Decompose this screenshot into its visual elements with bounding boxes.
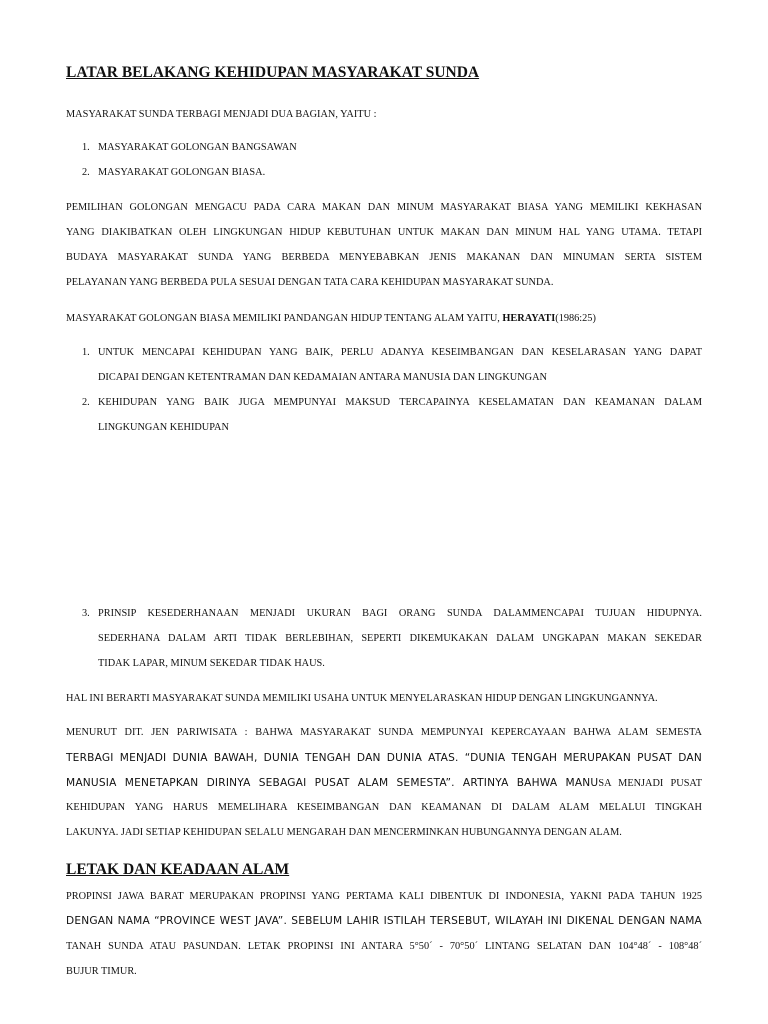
list-item: MASYARAKAT GOLONGAN BIASA.	[98, 167, 266, 178]
list-number: 2.	[82, 167, 90, 178]
paragraph-line: TANAH SUNDA ATAU PASUNDAN. LETAK PROPINSI INI ANTARA 5°50´ - 70°50´ LINTANG SELATAN DAN 104°48´ - 108°48´	[66, 941, 702, 952]
list-number: 2.	[82, 397, 90, 408]
mixed-font-segment: MANUSIA MENETAPKAN DIRINYA SEBAGAI PUSAT ALAM SEMESTA”. ARTINYA BAHWA MANU	[66, 777, 599, 789]
list-number: 1.	[82, 142, 90, 153]
paragraph-line: BUJUR TIMUR.	[66, 966, 137, 977]
paragraph-line: PROPINSI JAWA BARAT MERUPAKAN PROPINSI YANG PERTAMA KALI DIBENTUK DI INDONESIA, YAKNI PADA TAHUN 1925	[66, 891, 702, 902]
paragraph-line: LAKUNYA. JADI SETIAP KEHIDUPAN SELALU MENGARAH DAN MENCERMINKAN HUBUNGANNYA DENGAN ALAM.	[66, 827, 622, 838]
paragraph-line: KEHIDUPAN YANG HARUS MEMELIHARA KESEIMBANGAN DAN KEAMANAN DI DALAM ALAM MELALUI TINGKAH	[66, 802, 702, 813]
paragraph-line: HAL INI BERARTI MASYARAKAT SUNDA MEMILIKI USAHA UNTUK MENYELARASKAN HIDUP DENGAN LINGKUNGANNYA.	[66, 693, 658, 704]
list-number: 1.	[82, 347, 90, 358]
paragraph-line: PEMILIHAN GOLONGAN MENGACU PADA CARA MAKAN DAN MINUM MASYARAKAT BIASA YANG MEMILIKI KEKHASAN	[66, 202, 702, 213]
paragraph-line: PELAYANAN YANG BERBEDA PULA SESUAI DENGAN TATA CARA KEHIDUPAN MASYARAKAT SUNDA.	[66, 277, 554, 288]
paragraph-line-mixed	[66, 776, 702, 791]
paragraph-citation-line	[66, 312, 702, 326]
paragraph-line: DENGAN NAMA “PROVINCE WEST JAVA”. SEBELUM LAHIR ISTILAH TERSEBUT, WILAYAH INI DIKENAL DENGAN NAMA	[66, 915, 702, 927]
list-item-line: LINGKUNGAN KEHIDUPAN	[98, 422, 229, 433]
citation-year: (1986:25)	[555, 313, 596, 324]
paragraph-line: TERBAGI MENJADI DUNIA BAWAH, DUNIA TENGAH DAN DUNIA ATAS. “DUNIA TENGAH MERUPAKAN PUSAT DAN	[66, 752, 702, 764]
list-item-line: SEDERHANA DALAM ARTI TIDAK BERLEBIHAN, SEPERTI DIKEMUKAKAN DALAM UNGKAPAN MAKAN SEKEDAR	[98, 633, 702, 644]
list-item-line: DICAPAI DENGAN KETENTRAMAN DAN KEDAMAIAN ANTARA MANUSIA DAN LINGKUNGAN	[98, 372, 547, 383]
mixed-font-segment: SA MENJADI PUSAT	[598, 778, 703, 789]
section-heading-letak: LETAK DAN KEADAAN ALAM	[66, 861, 290, 878]
citation-prefix: MASYARAKAT GOLONGAN BIASA MEMILIKI PANDANGAN HIDUP TENTANG ALAM YAITU,	[66, 313, 503, 324]
list-item-line: PRINSIP KESEDERHANAAN MENJADI UKURAN BAGI ORANG SUNDA DALAMMENCAPAI TUJUAN HIDUPNYA.	[98, 608, 702, 619]
paragraph-line: YANG DIAKIBATKAN OLEH LINGKUNGAN HIDUP KEBUTUHAN UNTUK MAKAN DAN MINUM HAL YANG UTAMA. TETAPI	[66, 227, 702, 238]
list-item-line: UNTUK MENCAPAI KEHIDUPAN YANG BAIK, PERLU ADANYA KESEIMBANGAN DAN KESELARASAN YANG DAPAT	[98, 347, 702, 358]
list-number: 3.	[82, 608, 90, 619]
intro-text: MASYARAKAT SUNDA TERBAGI MENJADI DUA BAGIAN, YAITU :	[66, 109, 377, 120]
section-heading-latar-belakang: LATAR BELAKANG KEHIDUPAN MASYARAKAT SUNDA	[66, 64, 480, 81]
paragraph-line: BUDAYA MASYARAKAT SUNDA YANG BERBEDA MENYEBABKAN JENIS MAKANAN DAN MINUMAN SERTA SISTEM	[66, 252, 702, 263]
paragraph-line: MENURUT DIT. JEN PARIWISATA : BAHWA MASYARAKAT SUNDA MEMPUNYAI KEPERCAYAAN BAHWA ALAM SEMESTA	[66, 727, 702, 738]
list-item-line: KEHIDUPAN YANG BAIK JUGA MEMPUNYAI MAKSUD TERCAPAINYA KESELAMATAN DAN KEAMANAN DALAM	[98, 397, 702, 408]
list-item: MASYARAKAT GOLONGAN BANGSAWAN	[98, 142, 297, 153]
list-item-line: TIDAK LAPAR, MINUM SEKEDAR TIDAK HAUS.	[98, 658, 325, 669]
citation-author: HERAYATI	[502, 313, 556, 324]
